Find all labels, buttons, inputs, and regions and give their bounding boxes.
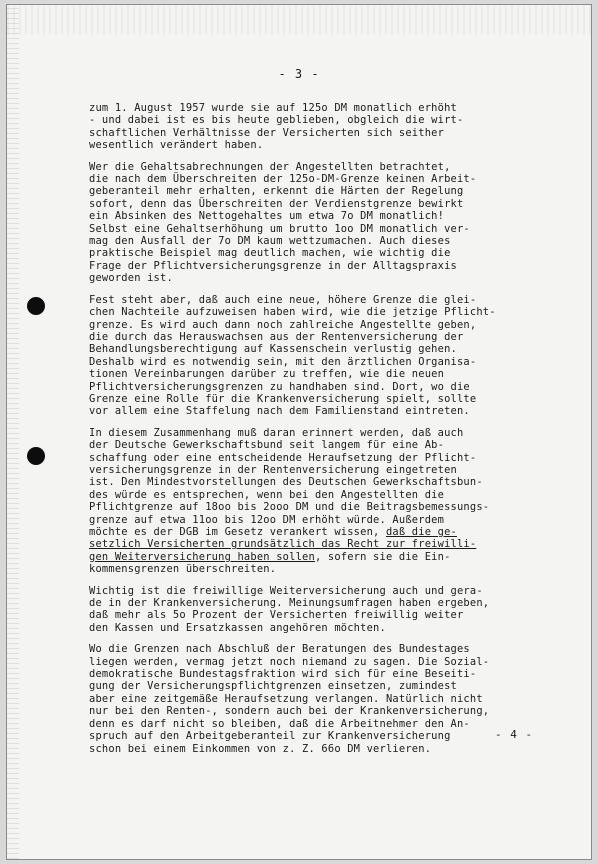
text-line: des würde es entsprechen, wenn bei den Angestellten die (89, 488, 445, 501)
next-page-marker: - 4 - (495, 728, 534, 741)
text-line: kommensgrenzen überschreiten. (89, 563, 277, 576)
text-line: zum 1. August 1957 wurde sie auf 125o DM monatlich erhöht (89, 102, 457, 114)
paragraph (89, 585, 559, 635)
text-line: die nach dem Überschreiten der 125o-DM-Grenze keinen Arbeit- (89, 173, 477, 186)
body-text (89, 102, 559, 764)
text-line: Behandlungsberechtigung auf Kassenschein verlustig gehen. (89, 343, 457, 356)
text-line: Selbst eine Gehaltserhöhung um brutto 1oo DM monatlich ver- (89, 222, 470, 235)
text-line: denn es darf nicht so bleiben, daß die Arbeitnehmer den An- (89, 717, 470, 730)
text-line: - und dabei ist es bis heute geblieben, obgleich die wirt- (89, 114, 464, 127)
text-line: Wichtig ist die freiwillige Weiterversicherung auch und gera- (89, 584, 483, 597)
text-line: geworden ist. (89, 272, 173, 285)
paragraph (89, 294, 559, 418)
page-number: - 3 - (278, 67, 320, 81)
text-line: tionen Vereinbarungen darüber zu treffen, wie die neuen (89, 368, 445, 381)
scan-noise-top (7, 5, 591, 35)
text-line: praktische Beispiel mag deutlich machen, wie wichtig die (89, 247, 451, 260)
text-line: Wo die Grenzen nach Abschluß der Beratungen des Bundestages (89, 643, 470, 656)
paragraph (89, 161, 559, 285)
text-line: Fest steht aber, daß auch eine neue, höhere Grenze die glei- (89, 293, 477, 306)
text-line: sofort, denn das Überschreiten der Verdienstgrenze bewirkt (89, 197, 464, 210)
text-line: Pflichtgrenze auf 18oo bis 2ooo DM und die Beitragsbemessungs- (89, 501, 490, 514)
text-line: Pflichtversicherungsgrenzen zu handhaben sind. Dort, wo die (89, 380, 470, 393)
text-line: ist. Den Mindestvorstellungen des Deutschen Gewerkschaftsbun- (89, 476, 483, 489)
text-line: mag den Ausfall der 7o DM kaum wettzumachen. Auch dieses (89, 235, 451, 248)
text-line: wesentlich verändert haben. (89, 139, 264, 152)
text-line: Deshalb wird es notwendig sein, mit den ärztlichen Organisa- (89, 355, 477, 368)
text-line: grenze auf etwa 11oo bis 12oo DM erhöht würde. Außerdem (89, 513, 445, 526)
paragraph (89, 427, 559, 576)
text-line: Wer die Gehaltsabrechnungen der Angestellten betrachtet, (89, 160, 451, 173)
text-line: schaftlichen Verhältnisse der Versicherten sich seither (89, 126, 445, 139)
text-line: der Deutsche Gewerkschaftsbund seit langem für eine Ab- (89, 439, 445, 452)
text-line: demokratische Bundestagsfraktion wird sich für eine Beseiti- (89, 668, 477, 681)
text-line: schon bei einem Einkommen von z. Z. 66o DM verlieren. (89, 742, 432, 755)
text-line: spruch auf den Arbeitgeberanteil zur Krankenversicherung (89, 730, 451, 743)
text-line: setzlich Versicherten grundsätzlich das Recht zur freiwilli- (89, 538, 477, 551)
punch-hole-upper (27, 297, 45, 315)
text-line: nur bei den Renten-, sondern auch bei der Krankenversicherung, (89, 705, 490, 718)
text-line: gung der Versicherungspflichtgrenzen einsetzen, zumindest (89, 680, 457, 693)
paragraph (89, 102, 559, 152)
text-line: möchte es der DGB im Gesetz verankert wissen, daß die ge- (89, 526, 457, 538)
text-line: de in der Krankenversicherung. Meinungsumfragen haben ergeben, (89, 597, 490, 610)
text-line: schaffung oder eine entscheidende Heraufsetzung der Pflicht- (89, 451, 477, 464)
text-line: geberanteil mehr erhalten, erkennt die Härten der Regelung (89, 185, 464, 198)
text-line: liegen werden, vermag jetzt noch niemand zu sagen. Die Sozial- (89, 655, 490, 668)
text-line: ein Absinken des Nettogehaltes um etwa 7o DM monatlich! (89, 210, 445, 223)
text-line: die durch das Herauswachsen aus der Rentenversicherung der (89, 330, 464, 343)
text-line: gen Weiterversicherung haben sollen, sofern sie die Ein- (89, 550, 451, 563)
text-line: daß mehr als 5o Prozent der Versicherten freiwillig weiter (89, 609, 464, 622)
text-line: versicherungsgrenze in der Rentenversicherung eingetreten (89, 463, 457, 476)
text-line: grenze. Es wird auch dann noch zahlreiche Angestellte geben, (89, 318, 477, 331)
text-line: aber eine zeitgemäße Heraufsetzung verlangen. Natürlich nicht (89, 692, 483, 705)
text-line: In diesem Zusammenhang muß daran erinnert werden, daß auch (89, 426, 464, 439)
paragraph (89, 643, 559, 755)
text-line: Frage der Pflichtversicherungsgrenze in der Alltagspraxis (89, 259, 457, 272)
text-line: vor allem eine Staffelung nach dem Familienstand eintreten. (89, 405, 470, 418)
document-page (6, 4, 592, 860)
scan-noise-left (7, 5, 19, 859)
text-line: chen Nachteile aufzuweisen haben wird, wie die jetzige Pflicht- (89, 306, 496, 319)
punch-hole-lower (27, 447, 45, 465)
text-line: Grenze eine Rolle für die Krankenversicherung spielt, sollte (89, 392, 477, 405)
text-line: den Kassen und Ersatzkassen angehören möchten. (89, 621, 386, 634)
